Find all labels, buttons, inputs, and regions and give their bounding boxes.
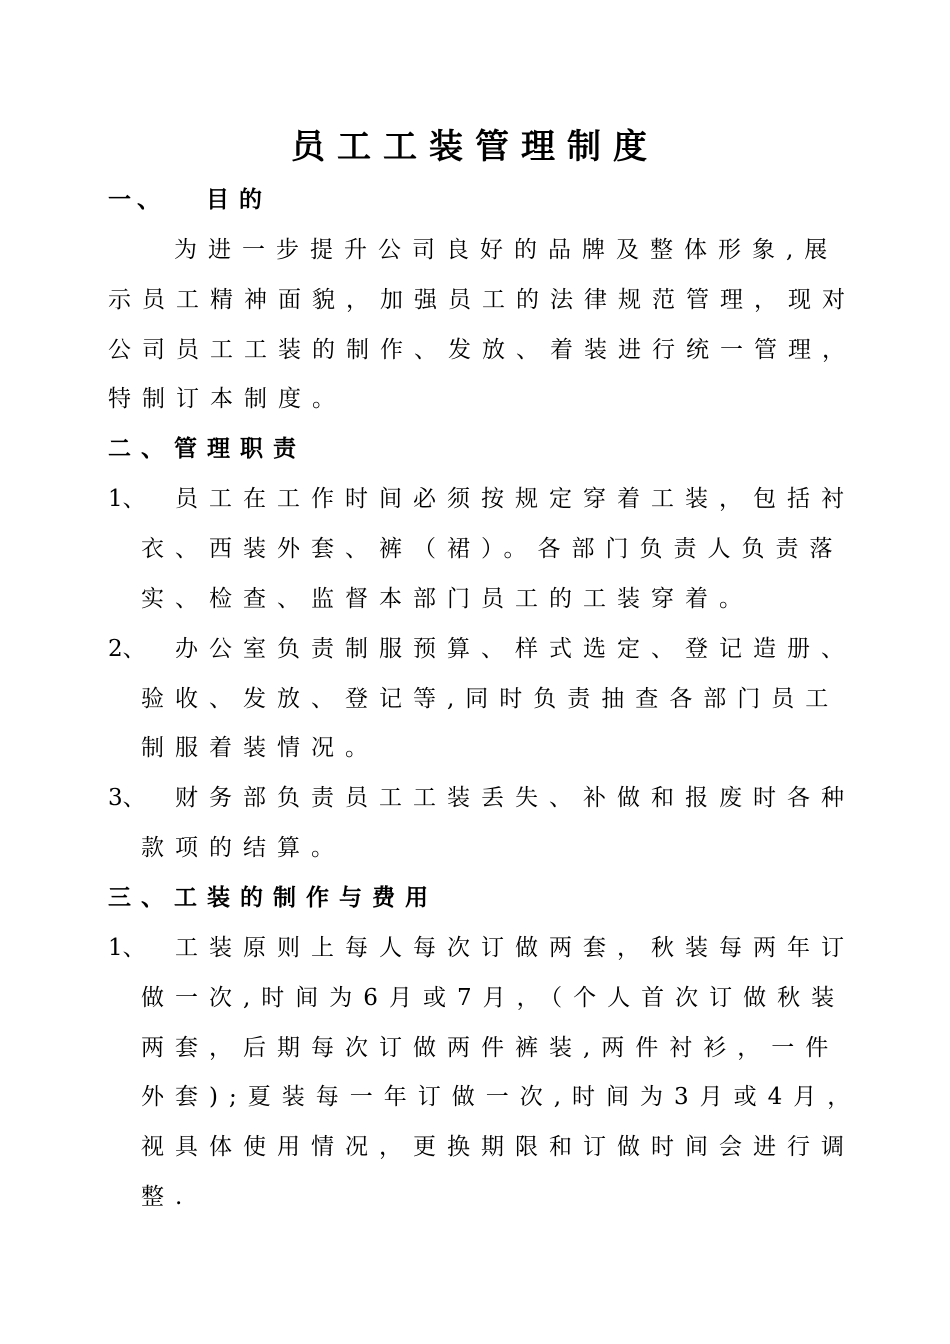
section-heading-production-costs: [108, 881, 438, 915]
list-item-line: 做一次,时间为6月或7月，（个人首次订做秋装: [141, 985, 846, 1011]
list-item-line: [108, 632, 855, 666]
list-marker: 3、: [108, 785, 146, 811]
list-item-line: 验收、发放、登记等,同时负责抽查各部门员工: [141, 686, 840, 712]
document-title: 员工工装管理制度: [291, 127, 659, 167]
list-item-line: [108, 482, 855, 516]
list-item-line: [108, 931, 855, 965]
section-heading-purpose: [108, 183, 272, 217]
section-title: 管理职责: [174, 435, 306, 462]
list-item-line: 视具体使用情况，更换期限和订做时间会进行调: [141, 1134, 855, 1160]
list-item-line: 整.: [141, 1184, 194, 1210]
list-item-line: 外套);夏装每一年订做一次,时间为3月或4月，: [141, 1084, 862, 1110]
list-item-text: 财务部负责员工工装丢失、补做和报废时各种: [175, 785, 855, 811]
list-item-line: 衣、西装外套、裤（裙）。各部门负责人负责落: [141, 536, 844, 562]
section-heading-responsibilities: [108, 432, 306, 466]
paragraph-line: 为进一步提升公司良好的品牌及整体形象,展: [174, 237, 839, 263]
list-item-text: 办公室负责制服预算、样式选定、登记造册、: [175, 636, 855, 662]
paragraph-line: 特制订本制度。: [108, 386, 346, 412]
section-number: 三、: [108, 884, 174, 911]
section-title: 目的: [206, 186, 272, 213]
list-marker: 1、: [108, 935, 146, 961]
list-item-line: 款项的结算。: [141, 835, 345, 861]
paragraph-line: 公司员工工装的制作、发放、着装进行统一管理，: [108, 337, 856, 363]
section-title: 工装的制作与费用: [174, 884, 438, 911]
list-marker: 1、: [108, 486, 146, 512]
list-item-line: 制服着装情况。: [141, 735, 379, 761]
section-number: 一、: [108, 186, 166, 213]
section-number: 二、: [108, 435, 174, 462]
list-marker: 2、: [108, 636, 146, 662]
list-item-line: [108, 781, 855, 815]
list-item-text: 员工在工作时间必须按规定穿着工装，包括衬: [175, 486, 855, 512]
list-item-line: 实、检查、监督本部门员工的工装穿着。: [141, 586, 753, 612]
paragraph-line: 示员工精神面貌，加强员工的法律规范管理，现对: [108, 287, 856, 313]
list-item-text: 工装原则上每人每次订做两套，秋装每两年订: [175, 935, 855, 961]
list-item-line: 两套，后期每次订做两件裤装,两件衬衫，一件: [141, 1035, 840, 1061]
